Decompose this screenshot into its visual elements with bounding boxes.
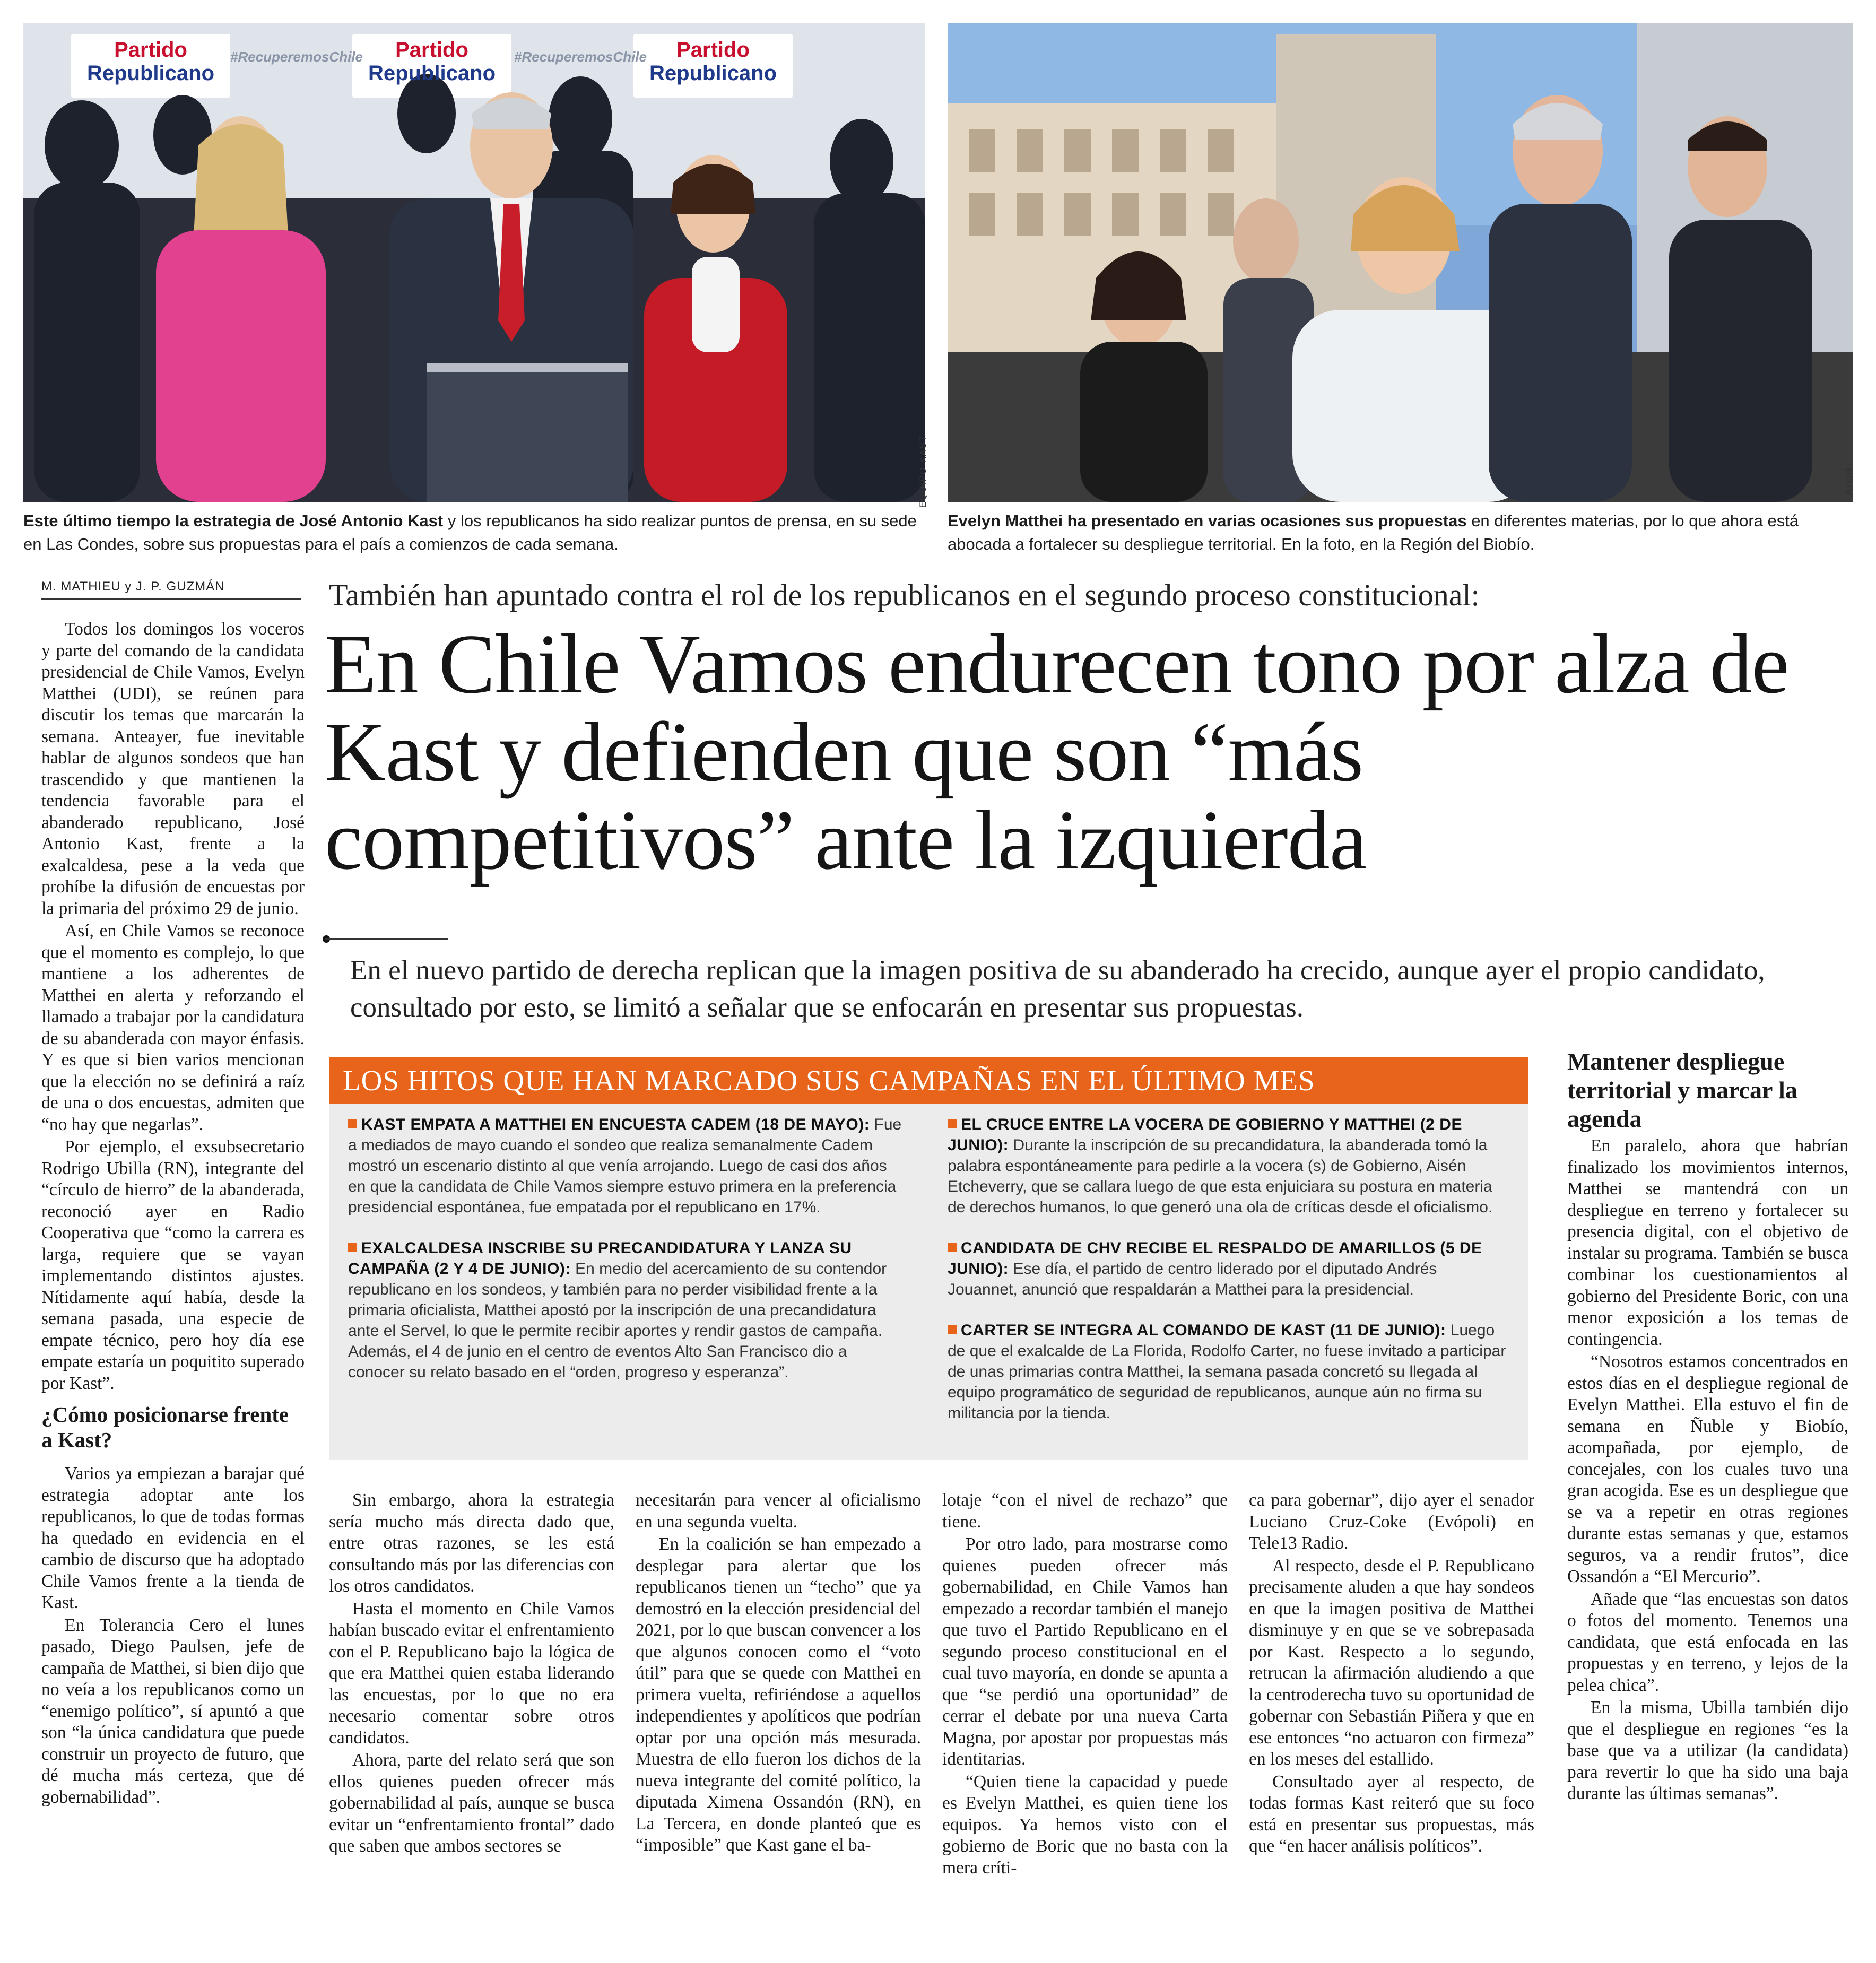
banner-line-2: Republicano <box>86 62 215 85</box>
milestone-item: EL CRUCE ENTRE LA VOCERA DE GOBIERNO Y MATTHEI (2 DE JUNIO): Durante la inscripción de su precandidatura, la abanderada tomó la palabra espontáneamente para pedirle a la vocera (s) de Gobierno, Aisén Etcheverry, que se callara luego de que esta enjuiciara su postura en materia de derechos humanos, lo que generó una ola de críticas desde el oficialismo. <box>948 1116 1493 1216</box>
milestone-item: EXALCALDESA INSCRIBE SU PRECANDIDATURA Y LANZA SU CAMPAÑA (2 Y 4 DE JUNIO): En medio del acercamiento de su contendor republicano en los sondeos, y también para no perder visibilidad frente a la primaria oficialista, Matthei apostó por la inscripción de una precandidatura ante el Servel, lo que le permite recibir aportes y rendir gastos de campaña. Además, el 4 de junio en el centro de eventos Alto San Francisco dio a conocer su relato basado en el “orden, progreso y esperanza”. <box>348 1239 887 1381</box>
milestones-box-title: LOS HITOS QUE HAN MARCADO SUS CAMPAÑAS EN EL ÚLTIMO MES <box>329 1057 1528 1104</box>
orange-square-icon <box>348 1119 357 1128</box>
article-column-3 <box>636 1490 921 1857</box>
paragraph: “Nosotros estamos concentrados en estos días en el despliegue regional de Evelyn Matthei. Ella estuvo el fin de semana en Ñuble y Biobío, acompañada, por ejemplo, de concejales, con los cuales tuvo una gran acogida. Ese es un despliegue que se va a repetir en otras regiones durante estas semanas y que, estamos seguros, va a rendir frutos”, dice Ossandón a “El Mercurio”. <box>1567 1352 1848 1586</box>
paragraph: Ahora, parte del relato será que son ellos quienes pueden ofrecer más gobernabilidad al país, aunque se busca evitar un “enfrentamiento frontal” dado que saben que ambos sectores se <box>329 1750 614 1856</box>
milestone-item: CARTER SE INTEGRA AL COMANDO DE KAST (11 DE JUNIO): Luego de que el exalcalde de La Florida, Rodolfo Carter, no fuese invitado a participar de unas primarias contra Matthei, la semana pasada concretó su llegada al equipo programático de seguridad de republicanos, aunque aún no firma su militancia por la tienda. <box>948 1322 1506 1422</box>
subhead-posicionarse: ¿Cómo posicionarse frente a Kast? <box>41 1402 289 1452</box>
side-column <box>1567 1135 1848 1806</box>
orange-square-icon <box>948 1243 957 1252</box>
paragraph: Así, en Chile Vamos se reconoce que el momento es complejo, lo que mantiene a los adherentes de Matthei en alerta y reforzando el llamado a trabajar por la candidatura de su abanderada con mayor énfasis. Y es que si bien varios mencionan que la elección no se definirá a raíz de una o dos encuestas, admiten que “no hay que negarlas”. <box>41 921 305 1134</box>
paragraph: Hasta el momento en Chile Vamos habían buscado evitar el enfrentamiento con el P. Republicano bajo la lógica de que era Matthei quien estaba liderando las encuestas, por lo que no era necesario comentar sobre otros candidatos. <box>329 1599 614 1748</box>
caption-left-bold: Este último tiempo la estrategia de José Antonio Kast <box>23 511 444 530</box>
paragraph: En paralelo, ahora que habrían finalizado los movimientos internos, Matthei se mantendrá con un despliegue en terreno y fortalecer su presencia digital, con el objetivo de instalar su programa. También se busca combinar los cuestionamientos al gobierno del Presidente Boric, con una menor exposición a los temas de contingencia. <box>1567 1136 1848 1349</box>
article-column-2 <box>329 1490 614 1858</box>
paragraph: En la coalición se han empezado a desplegar para alertar que los republicanos tienen un “techo” que ya demostró en la elección presidencial del 2021, por lo que buscan convencer a los que algunos conocen como el “voto útil” para que se quede con Matthei en primera vuelta, refiriéndose a aquellos independientes y apolíticos que podrían optar por una opción más mesurada. Muestra de ello fueron los dichos de la nueva integrante del comité político, la diputada Ximena Ossandón (RN), en La Tercera, en donde planteó que es “imposible” que Kast gane el ba- <box>636 1534 921 1855</box>
paragraph: Añade que “las encuestas son datos o fotos del momento. Tenemos una candidata, que está enfocada en las propuestas y en terreno, y lejos de la pelea chica”. <box>1567 1589 1848 1695</box>
milestone-item: KAST EMPATA A MATTHEI EN ENCUESTA CADEM (18 DE MAYO): Fue a mediados de mayo cuando el sondeo que realiza semanalmente Cadem mostró un escenario distinto al que venía arrojando. Luego de casi dos años en que la candidata de Chile Vamos siempre estuvo primera en la preferencia presidencial espontánea, fue empatada por el republicano en 17%. <box>348 1116 902 1216</box>
caption-right-text: en diferentes materias, por lo que ahora está abocada a fortalecer su despliegue territorial. En la foto, en la Región del Biobío. <box>948 511 1799 553</box>
milestones-column-right <box>948 1114 1510 1444</box>
orange-square-icon <box>948 1119 957 1128</box>
dek-rule <box>325 938 448 940</box>
banner-line-2: Republicano <box>368 62 496 85</box>
paragraph: lotaje “con el nivel de rechazo” que tiene. <box>942 1490 1228 1532</box>
paragraph: En Tolerancia Cero el lunes pasado, Diego Paulsen, jefe de campaña de Matthei, si bien dijo que no veía a los republicanos como un “enemigo político”, sí apuntó a que son “la única candidatura que puede construir un proyecto de futuro, que dé mucha más certeza, que dé gobernabilidad”. <box>41 1615 305 1807</box>
paragraph: Por ejemplo, el exsubsecretario Rodrigo Ubilla (RN), integrante del “círculo de hierro” de la abanderada, reconoció ayer en Radio Cooperativa que “como la carrera es larga, requiere que se vayan implementando distintos ajustes. Nítidamente aquí había, desde la semana pasada, una especie de empate técnico, pero hoy día ese empate estaría un poquitito superado por Kast”. <box>41 1137 305 1393</box>
photo-credit-right: ATON <box>1844 467 1854 496</box>
banner-line-1: Partido <box>395 38 468 62</box>
paragraph: Todos los domingos los voceros y parte del comando de la candidata presidencial de Chile Vamos, Evelyn Matthei (UDI), se reúnen para discutir los temas que marcarán la semana. Anteayer, fue inevitable hablar de algunos sondeos que han trascendido y que mantienen la tendencia favorable para el abanderado republicano, José Antonio Kast, frente a la exalcaldesa, pese a la veda que prohíbe la difusión de encuestas por la primaria del próximo 29 de junio. <box>41 619 305 918</box>
photo-credit-left: EQUIPO KAST <box>918 435 928 508</box>
caption-right-bold: Evelyn Matthei ha presentado en varias ocasiones sus propuestas <box>948 511 1467 530</box>
photo-kast-press-conference <box>23 23 925 502</box>
dek: En el nuevo partido de derecha replican que la imagen positiva de su abanderado ha crecido, aunque ayer el propio candidato, consultado por esto, se limitó a señalar que se enfocarán en presentar sus propuestas. <box>350 955 1765 1023</box>
paragraph: Varios ya empiezan a barajar qué estrategia adoptar ante los republicanos, lo que de todas formas ha quedado en evidencia en el cambio de discurso que ha adoptado Chile Vamos frente a la tienda de Kast. <box>41 1464 305 1612</box>
paragraph: Al respecto, desde el P. Republicano precisamente aluden a que hay sondeos en que la imagen positiva de Matthei disminuye y en que se ve sobrepasada por Kast. Respecto a lo segundo, retrucan la afirmación aludiendo a que la centroderecha tuvo su oportunidad de gobernar con Sebastián Piñera y que en ese entonces “no actuaron con firmeza” en los meses del estallido. <box>1249 1556 1534 1769</box>
banner-hashtag: #RecuperemosChile <box>514 49 647 65</box>
paragraph: necesitarán para vencer al oficialismo en una segunda vuelta. <box>636 1490 921 1532</box>
orange-square-icon <box>348 1243 357 1252</box>
paragraph: “Quien tiene la capacidad y puede es Evelyn Matthei, es quien tiene los equipos. Ya hemos visto con el gobierno de Boric que no basta con la mera críti- <box>942 1771 1228 1878</box>
orange-square-icon <box>948 1325 957 1334</box>
kicker: También han apuntado contra el rol de los republicanos en el segundo proceso constitucional: <box>329 578 1480 612</box>
milestones-box <box>329 1057 1528 1460</box>
banner-line-2: Republicano <box>649 62 777 85</box>
article-column-5 <box>1249 1490 1534 1858</box>
paragraph: Consultado ayer al respecto, de todas formas Kast reiteró que su foco está en presentar sus propuestas, más que “en hacer análisis políticos”. <box>1249 1771 1534 1856</box>
article-column-4 <box>942 1490 1228 1880</box>
banner-line-1: Partido <box>676 38 750 62</box>
caption-left-text: y los republicanos ha sido realizar puntos de prensa, en su sede en Las Condes, sobre sus propuestas para el país a comienzos de cada semana. <box>23 511 917 553</box>
photo-caption-left <box>23 509 925 556</box>
side-heading: Mantener despliegue territorial y marcar la agenda <box>1567 1048 1797 1132</box>
banner-line-1: Partido <box>114 38 187 62</box>
paragraph: Por otro lado, para mostrarse como quienes pueden ofrecer más gobernabilidad, en Chile Vamos han empezado a recordar también el manejo que tuvo el Partido Republicano en el segundo proceso constitucional en el cual tuvo mayoría, en donde se apunta a que “se perdió una oportunidad” de cerrar el debate por una nueva Carta Magna, por apostar por propuestas más identitarias. <box>942 1534 1228 1769</box>
photo-caption-right <box>948 509 1853 556</box>
byline: M. MATHIEU y J. P. GUZMÁN <box>41 579 301 600</box>
paragraph: En la misma, Ubilla también dijo que el despliegue en regiones “es la base que va a utilizar (la candidata) para revertir lo que ha sido una baja durante las últimas semanas”. <box>1567 1698 1848 1803</box>
photo-matthei-biobio <box>948 23 1853 502</box>
article-column-1 <box>41 619 305 1809</box>
banner-hashtag: #RecuperemosChile <box>230 49 363 65</box>
milestone-item: CANDIDATA DE CHV RECIBE EL RESPALDO DE AMARILLOS (5 DE JUNIO): Ese día, el partido de centro liderado por el diputado Andrés Jouannet, anunció que respaldarán a Matthei para la presidencial. <box>948 1239 1482 1298</box>
headline: En Chile Vamos endurecen tono por alza de Kast y defienden que son “más competitivos” ante la izquierda <box>325 616 1789 887</box>
milestones-column-left <box>348 1114 905 1403</box>
paragraph: Sin embargo, ahora la estrategia sería mucho más directa dado que, entre otras razones, se les está consultando más por las diferencias con los otros candidatos. <box>329 1490 614 1596</box>
paragraph: ca para gobernar”, dijo ayer el senador Luciano Cruz-Coke (Evópoli) en Tele13 Radio. <box>1249 1490 1534 1553</box>
